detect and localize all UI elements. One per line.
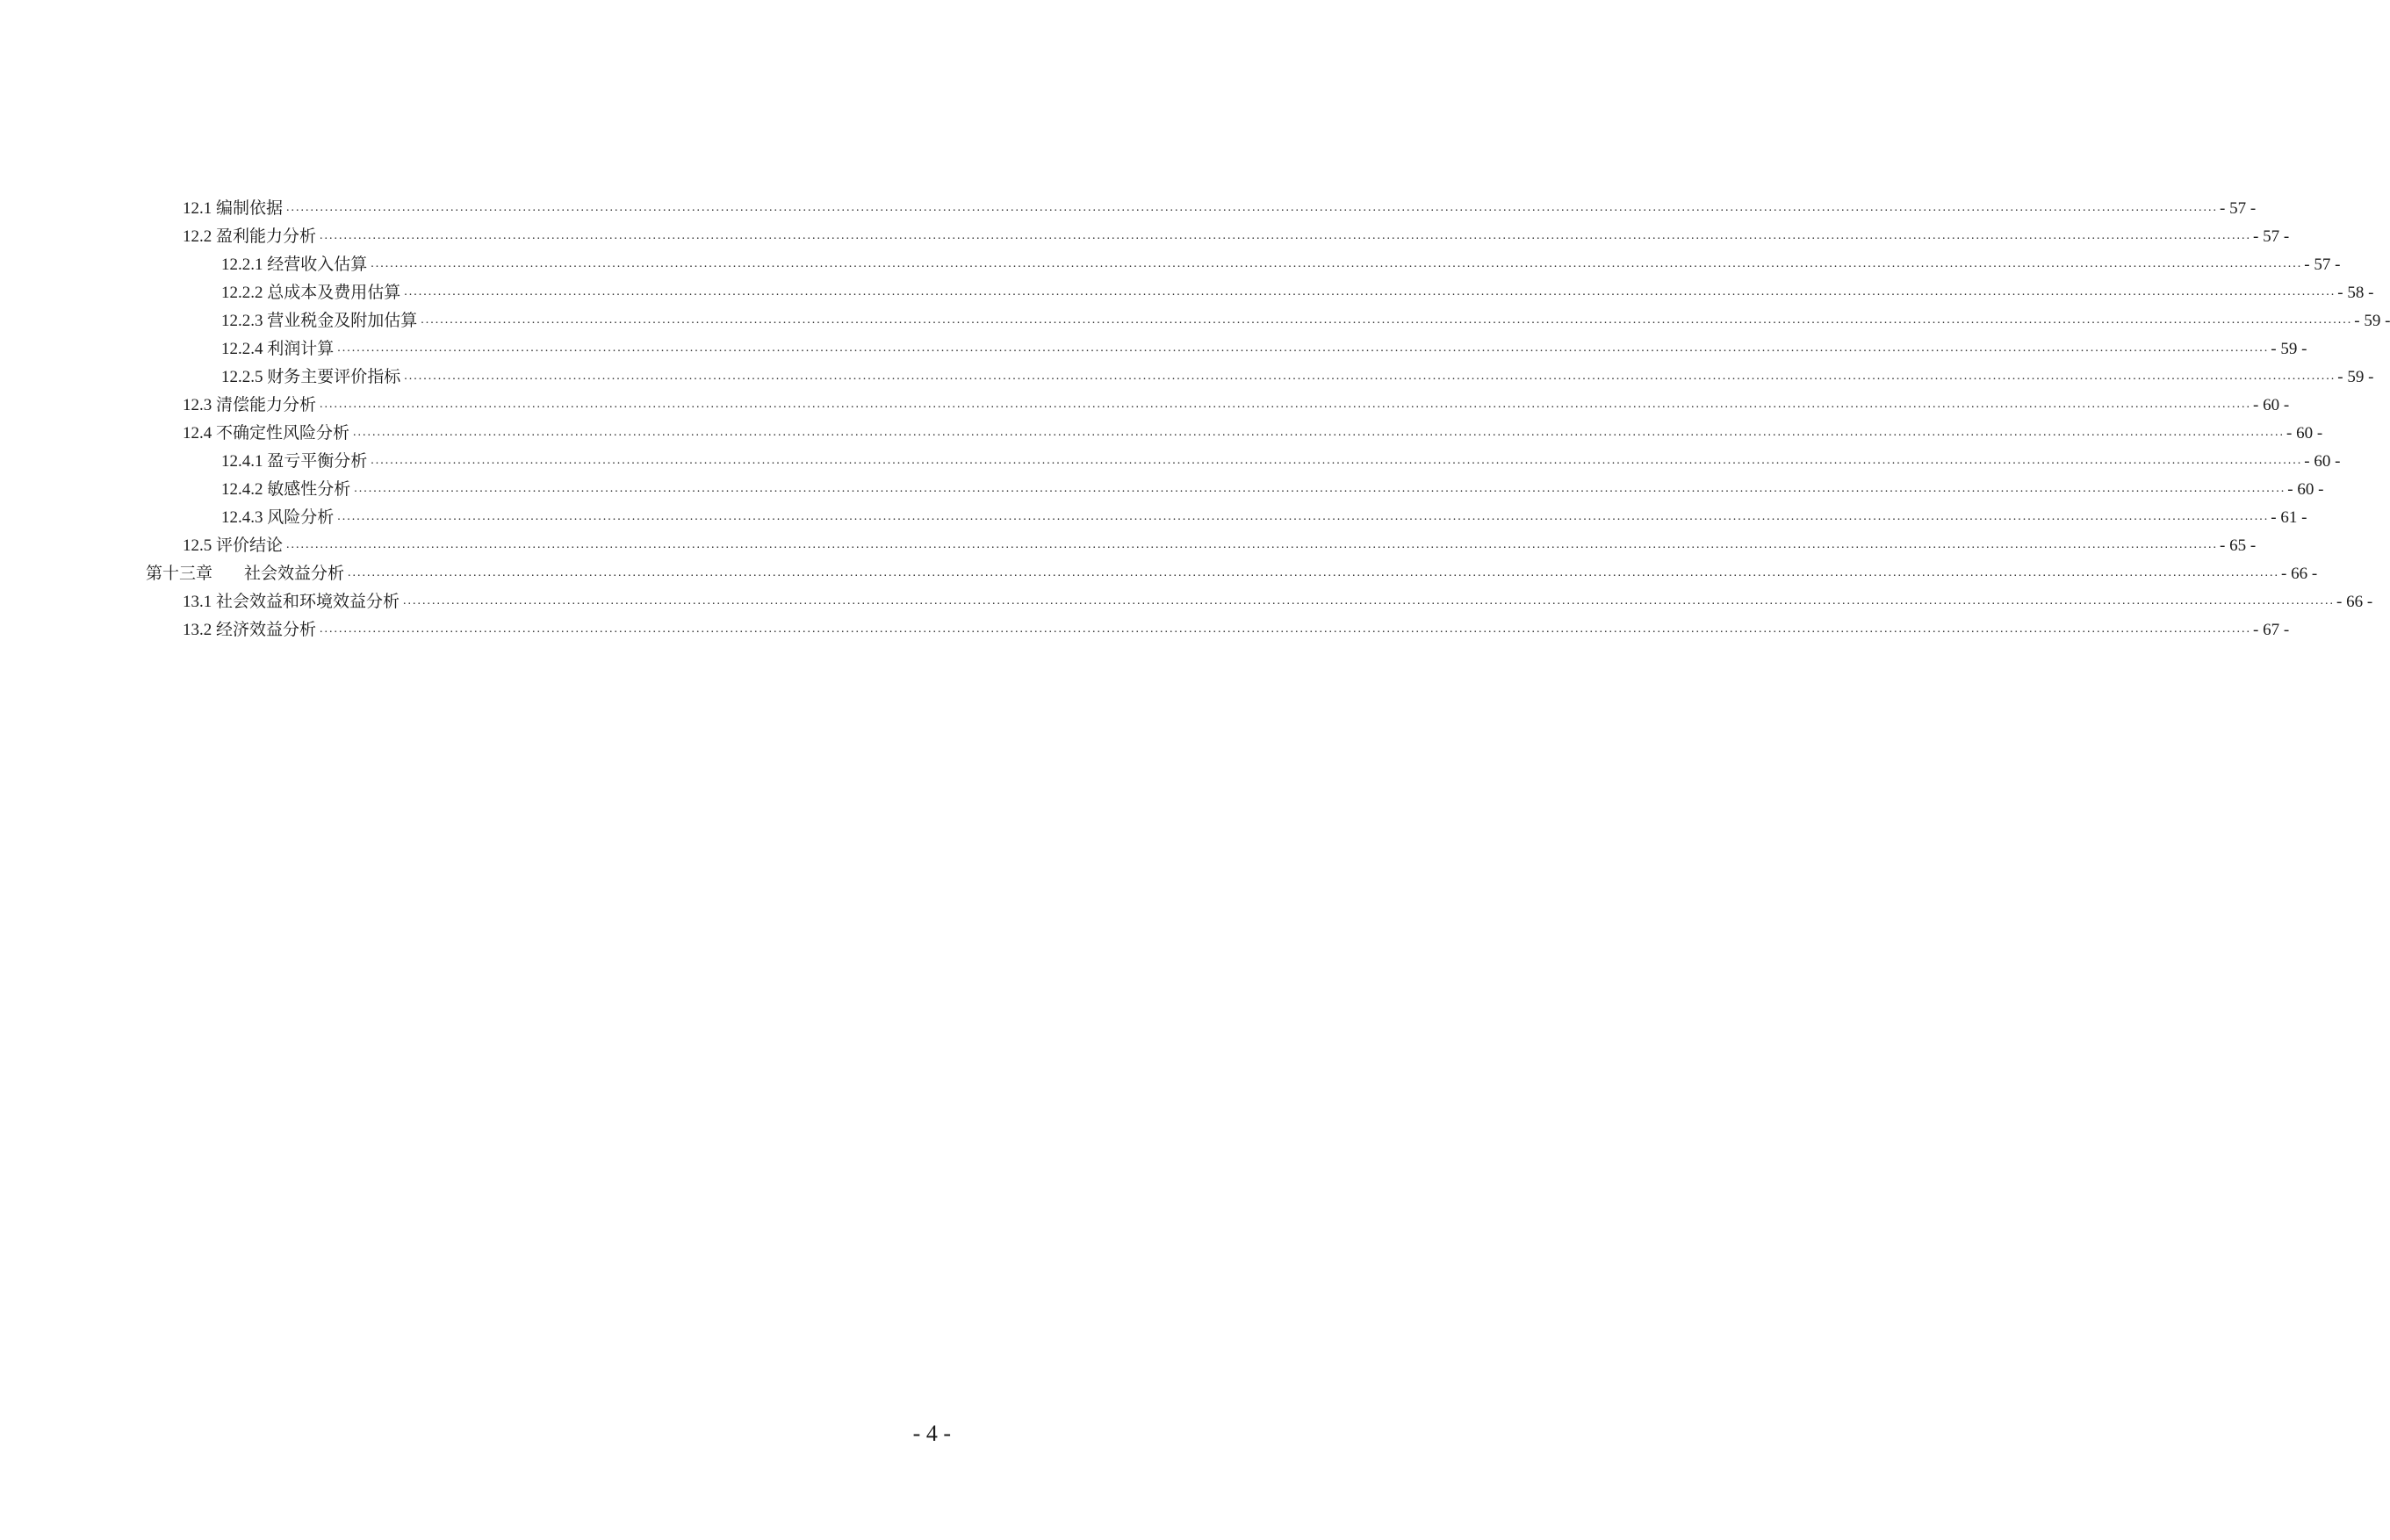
toc-entry-number: 12.1 [183,199,212,218]
toc-entry-title: 敏感性分析 [267,480,351,499]
dot-leader: ................................................................................................................................................................................................................................................................................................................................................................................................................ [320,622,2252,636]
toc-entry[interactable] [183,418,2323,444]
dot-leader: ................................................................................................................................................................................................................................................................................................................................................................................................................ [320,398,2252,411]
toc-entry-label [183,423,353,444]
toc-entry-page: - 59 - [2354,312,2390,330]
toc-entry-page: - 60 - [2253,396,2290,414]
toc-entry-title: 总成本及费用估算 [267,284,401,302]
toc-entry-title: 风险分析 [267,508,335,527]
toc-entry-number: 12.5 [183,536,212,555]
toc-entry-number: 12.2.2 [221,284,263,302]
toc-entry-number: 13.1 [183,593,212,611]
toc-entry[interactable] [183,390,2290,416]
toc-entry-page: - 60 - [2287,480,2324,499]
toc-entry-number: 12.2.4 [221,340,263,358]
toc-entry-number: 12.4.2 [221,480,263,499]
toc-entry[interactable] [183,586,2373,613]
toc-entry-label [221,451,371,472]
toc-entry-label [183,620,320,641]
dot-leader: ................................................................................................................................................................................................................................................................................................................................................................................................................ [320,229,2252,242]
toc-chapter-number: 第十三章 [146,565,213,583]
dot-leader: ................................................................................................................................................................................................................................................................................................................................................................................................................ [404,285,2336,299]
toc-entry-title: 社会效益分析 [244,565,345,583]
toc-entry-number: 12.2.3 [221,312,263,330]
toc-entry-label [183,227,320,248]
toc-entry-label [221,507,337,529]
toc-entry[interactable] [221,502,2307,529]
toc-entry[interactable] [183,221,2290,248]
toc-entry-page: - 65 - [2220,536,2257,555]
dot-leader: ................................................................................................................................................................................................................................................................................................................................................................................................................ [337,510,2270,523]
toc-entry-title: 盈亏平衡分析 [267,452,368,471]
toc-entry-label [183,592,403,613]
toc-entry-title: 财务主要评价指标 [267,368,401,386]
toc-entry-title: 评价结论 [216,536,284,555]
toc-entry-page: - 67 - [2253,621,2290,639]
dot-leader: ................................................................................................................................................................................................................................................................................................................................................................................................................ [353,426,2286,439]
toc-entry-title: 清偿能力分析 [216,396,317,414]
toc-entry-title: 经营收入估算 [267,255,368,274]
dot-leader: ................................................................................................................................................................................................................................................................................................................................................................................................................ [403,594,2336,608]
dot-leader: ................................................................................................................................................................................................................................................................................................................................................................................................................ [348,566,2280,579]
toc-entry[interactable] [221,306,2390,332]
toc-entry[interactable] [221,446,2341,472]
dot-leader: ................................................................................................................................................................................................................................................................................................................................................................................................................ [286,538,2219,551]
toc-entry-title: 经济效益分析 [216,621,317,639]
toc-entry-label [221,283,404,304]
toc-entry-page: - 57 - [2304,255,2341,274]
toc-entry-title: 利润计算 [267,340,335,358]
toc-entry-number: 12.2.1 [221,255,263,274]
toc-entry-number: 12.4.3 [221,508,263,527]
toc-entry-label [221,479,354,500]
toc-entry-label [221,339,337,360]
toc-chapter-entry[interactable] [146,558,2318,585]
toc-entry-page: - 66 - [2281,565,2318,583]
toc-entry[interactable] [221,277,2374,304]
toc-entry-page: - 59 - [2337,368,2374,386]
toc-entry-page: - 57 - [2220,199,2257,218]
toc-entry[interactable] [221,474,2324,500]
dot-leader: ................................................................................................................................................................................................................................................................................................................................................................................................................ [421,313,2353,327]
toc-entry-label [183,536,286,557]
dot-leader: ................................................................................................................................................................................................................................................................................................................................................................................................................ [404,370,2336,383]
dot-leader: ................................................................................................................................................................................................................................................................................................................................................................................................................ [337,342,2270,355]
page-number: - 4 - [912,1421,951,1446]
toc-entry-page: - 58 - [2337,284,2374,302]
toc-entry-page: - 59 - [2271,340,2307,358]
toc-entry-title: 营业税金及附加估算 [267,312,418,330]
toc-entry[interactable] [183,530,2257,557]
toc-entry-title: 社会效益和环境效益分析 [216,593,400,611]
toc-entry[interactable] [183,193,2257,219]
toc-entry-title: 不确定性风险分析 [216,424,350,443]
toc-entry[interactable] [183,615,2290,641]
toc-entry-label [221,311,421,332]
toc-entry-number: 13.2 [183,621,212,639]
toc-entry-number: 12.2.5 [221,368,263,386]
toc-entry-label [183,395,320,416]
toc-entry-label [183,198,286,219]
toc-entry-label [221,367,404,388]
toc-entry-page: - 60 - [2304,452,2341,471]
toc-entry-number: 12.4.1 [221,452,263,471]
dot-leader: ................................................................................................................................................................................................................................................................................................................................................................................................................ [354,482,2286,495]
toc-entry-number: 12.2 [183,227,212,246]
toc-entry-title: 盈利能力分析 [216,227,317,246]
toc-entry-number: 12.4 [183,424,212,443]
dot-leader: ................................................................................................................................................................................................................................................................................................................................................................................................................ [371,454,2303,467]
toc-entry-page: - 57 - [2253,227,2290,246]
toc-entry-label [221,255,371,276]
toc-entry[interactable] [221,362,2374,388]
toc-entry-title: 编制依据 [216,199,284,218]
toc-entry-number: 12.3 [183,396,212,414]
toc-entry-label [146,564,348,585]
toc-entry-page: - 60 - [2286,424,2323,443]
toc-entry-page: - 66 - [2336,593,2373,611]
dot-leader: ................................................................................................................................................................................................................................................................................................................................................................................................................ [286,201,2219,214]
toc-entry[interactable] [221,334,2307,360]
dot-leader: ................................................................................................................................................................................................................................................................................................................................................................................................................ [371,257,2303,270]
toc-entry-page: - 61 - [2271,508,2307,527]
toc-entry[interactable] [221,249,2341,276]
